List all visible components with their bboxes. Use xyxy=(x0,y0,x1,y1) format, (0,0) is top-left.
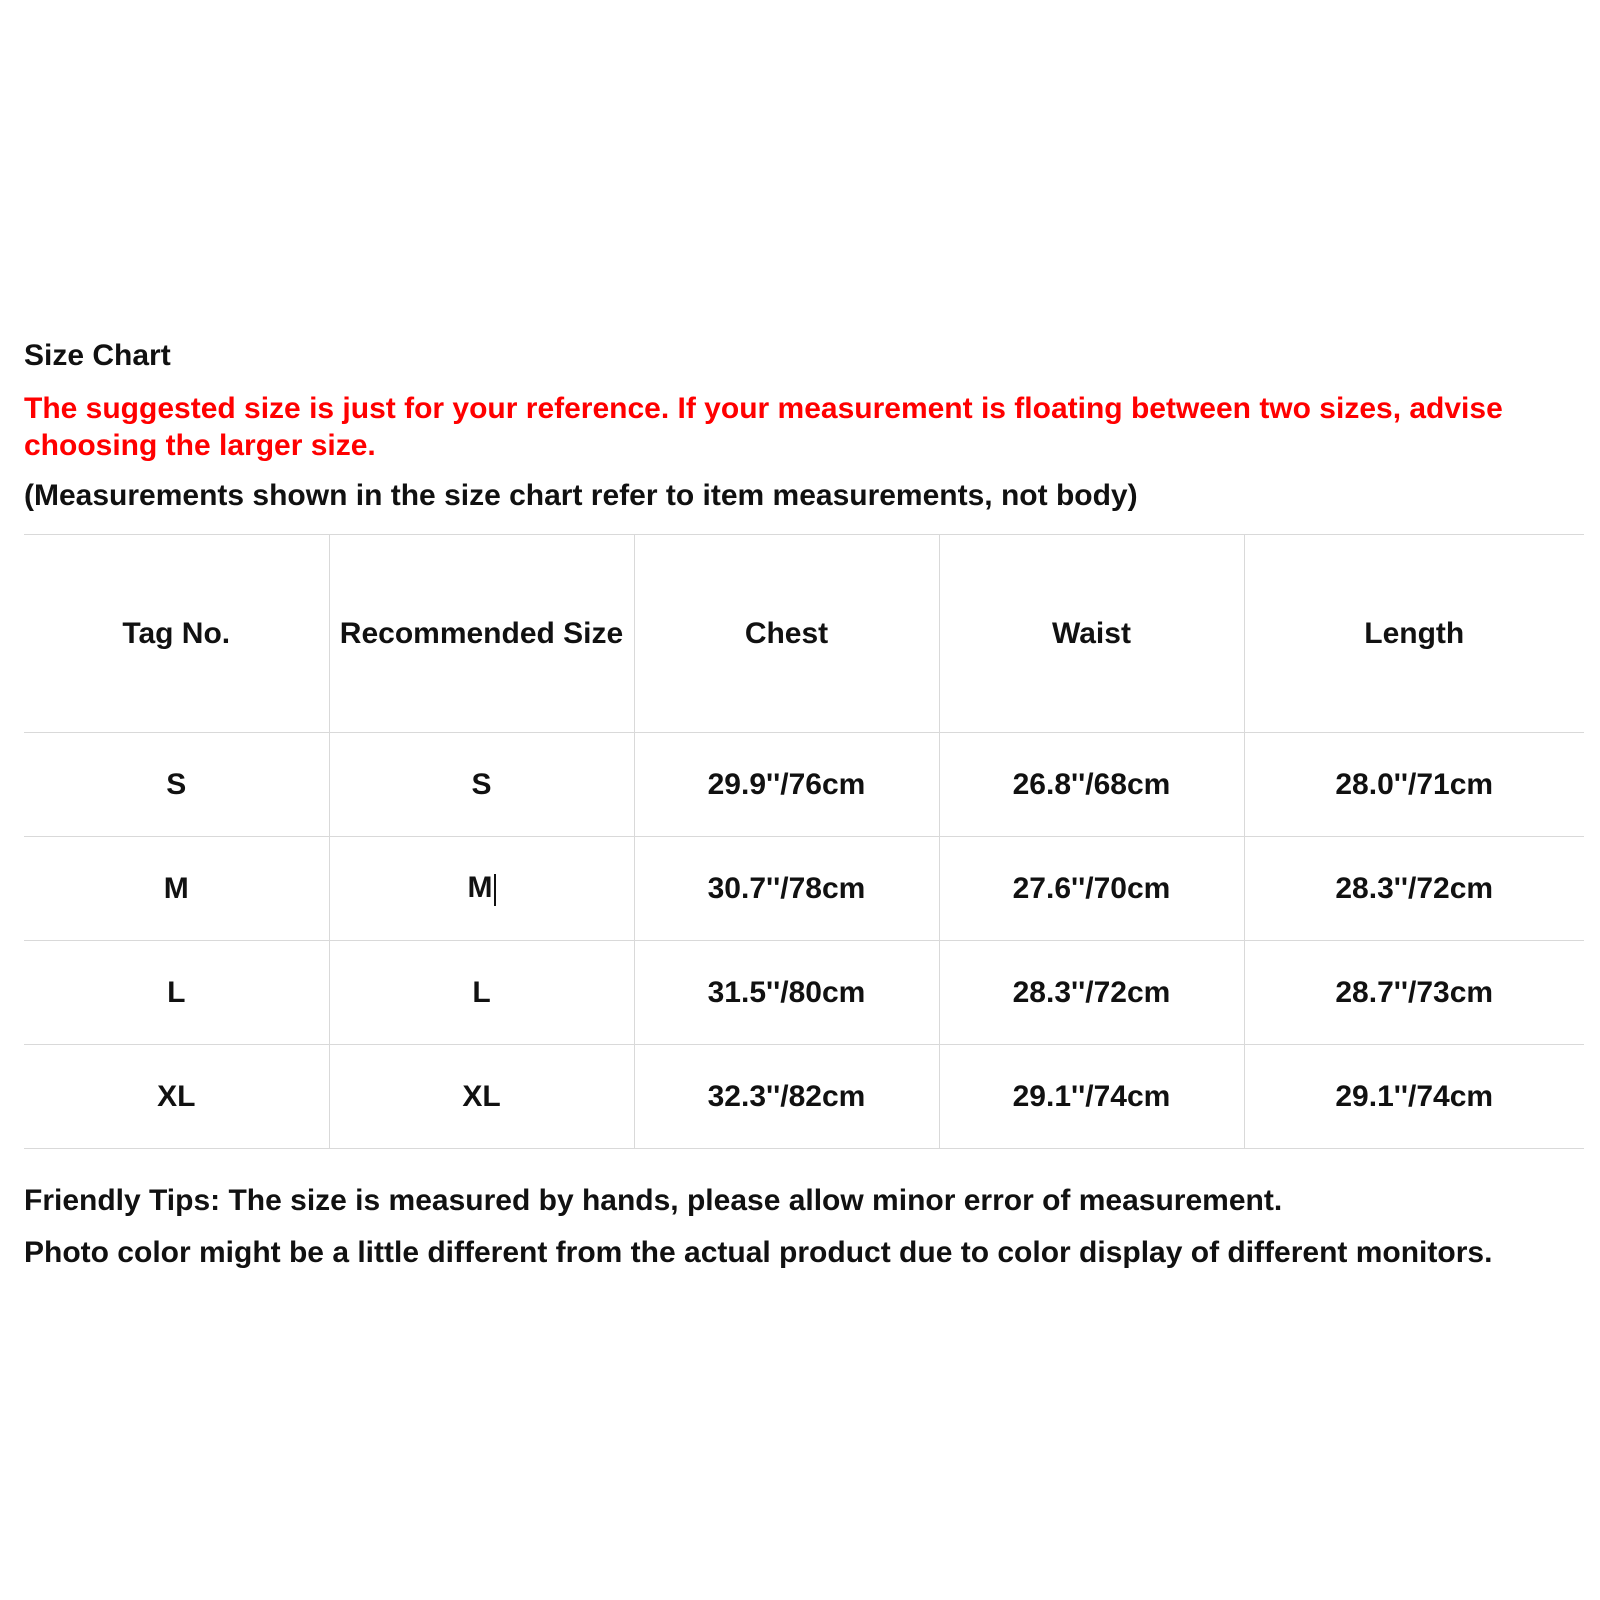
header-waist: Waist xyxy=(939,535,1244,733)
cell-recommended-size: L xyxy=(329,941,634,1045)
cell-recommended-size[interactable] xyxy=(329,837,634,941)
header-chest: Chest xyxy=(634,535,939,733)
cell-waist: 28.3''/72cm xyxy=(939,941,1244,1045)
cell-length: 28.7''/73cm xyxy=(1244,941,1584,1045)
cell-tag-no: XL xyxy=(24,1045,329,1149)
cell-chest: 29.9''/76cm xyxy=(634,733,939,837)
text-caret xyxy=(494,874,496,906)
cell-tag-no: S xyxy=(24,733,329,837)
header-tag-no: Tag No. xyxy=(24,535,329,733)
cell-waist: 26.8''/68cm xyxy=(939,733,1244,837)
cell-recommended-size: XL xyxy=(329,1045,634,1149)
table-header-row xyxy=(24,535,1584,733)
header-length: Length xyxy=(1244,535,1584,733)
measurement-note: (Measurements shown in the size chart refer to item measurements, not body) xyxy=(24,479,1138,512)
tip-photo-color: Photo color might be a little different from the actual product due to color display of different monitors. xyxy=(24,1236,1493,1269)
tip-measurement: Friendly Tips: The size is measured by hands, please allow minor error of measurement. xyxy=(24,1184,1283,1217)
cell-length: 28.0''/71cm xyxy=(1244,733,1584,837)
cell-waist: 27.6''/70cm xyxy=(939,837,1244,941)
header-recommended-size xyxy=(329,535,634,733)
table-row xyxy=(24,1045,1584,1149)
cell-chest: 31.5''/80cm xyxy=(634,941,939,1045)
cell-tag-no: L xyxy=(24,941,329,1045)
cell-recommended-size-text: M xyxy=(467,871,493,905)
cell-waist: 29.1''/74cm xyxy=(939,1045,1244,1149)
size-chart-table xyxy=(24,534,1584,1149)
cell-chest: 30.7''/78cm xyxy=(634,837,939,941)
friendly-tips xyxy=(24,1175,1492,1279)
size-advice-notice: The suggested size is just for your reference. If your measurement is floating between two sizes, advise choosing the larger size. xyxy=(24,392,1503,462)
table-row xyxy=(24,941,1584,1045)
cell-chest: 32.3''/82cm xyxy=(634,1045,939,1149)
cell-length: 29.1''/74cm xyxy=(1244,1045,1584,1149)
cell-length: 28.3''/72cm xyxy=(1244,837,1584,941)
cell-recommended-size: S xyxy=(329,733,634,837)
table-row xyxy=(24,837,1584,941)
header-recommended-size-label: Recommended Size xyxy=(339,616,624,650)
cell-tag-no: M xyxy=(24,837,329,941)
page-title: Size Chart xyxy=(24,339,171,372)
table-row xyxy=(24,733,1584,837)
